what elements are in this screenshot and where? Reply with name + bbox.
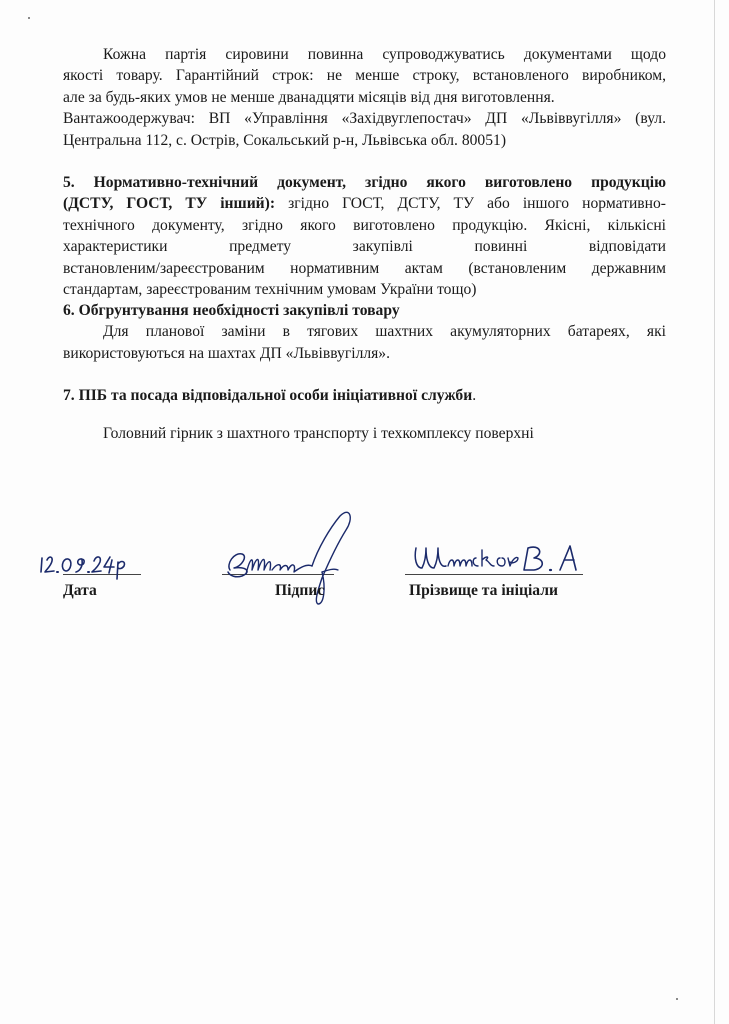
date-label: Дата — [63, 582, 97, 599]
responsible-position: Головний гірник з шахтного транспорту і техкомплексу поверхні — [103, 425, 534, 442]
section-6-heading-text: 6. Обгрунтування необхідності закупівлі товару — [63, 302, 400, 319]
section-6-line-2: використовуються на шахтах ДП «Львіввугілля». — [63, 344, 390, 362]
section-5-line-4: характеристики предмету закупівлі повинні відповідати — [63, 238, 666, 256]
section-6-line-1: Для планової заміни в тягових шахтних акумуляторних батареях, які — [103, 323, 666, 341]
quality-line-3: але за будь-яких умов не менше дванадцяти місяців від дня виготовлення. — [63, 88, 555, 106]
section-7-heading-period: . — [472, 387, 477, 404]
quality-line-2: якості товару. Гарантійний строк: не менше строку, встановленого виробником, — [63, 67, 666, 85]
section-5-heading — [63, 172, 666, 193]
section-5-heading-text: 5. Нормативно-технічний документ, згідно якого виготовлено продукцію — [63, 174, 666, 191]
section-5-line-2-text: згідно ГОСТ, ДСТУ, ТУ або іншого нормативно- — [275, 195, 666, 213]
section-7-body — [63, 423, 666, 444]
scan-speck — [28, 17, 30, 19]
quality-paragraph — [63, 44, 666, 151]
section-7-heading-text: 7. ПІБ та посада відповідальної особи ініціативної служби — [63, 387, 473, 404]
section-7-heading — [63, 385, 666, 406]
signature-block — [0, 500, 729, 610]
section-7 — [63, 385, 666, 406]
section-6 — [63, 300, 666, 364]
section-5-heading-cont: (ДСТУ, ГОСТ, ТУ інший): — [63, 195, 276, 213]
consignee-line-2: Центральна 112, с. Острів, Сокальський р-н, Львівська обл. 80051) — [63, 131, 507, 149]
section-6-heading — [63, 300, 666, 321]
section-5-line-2 — [63, 193, 666, 214]
signature-label: Підпис — [275, 582, 325, 599]
consignee-line-1: Вантажоодержувач: ВП «Управління «Західвуглепостач» ДП «Львіввугілля» (вул. — [63, 110, 666, 128]
handwritten-name — [410, 540, 590, 582]
quality-line-1: Кожна партія сировини повинна супроводжуватись документами щодо — [103, 46, 666, 63]
section-5 — [63, 172, 666, 300]
section-5-line-6: стандартам, зареєстрованим технічним умовам України тощо) — [63, 281, 477, 299]
handwritten-date — [38, 546, 148, 580]
section-5-line-5: встановленим/зареєстрованим нормативним актам (встановленим державним — [63, 259, 666, 277]
section-5-line-3: технічного документу, згідно якого виготовлено продукцію. Якісні, кількісні — [63, 216, 666, 234]
scan-speck — [676, 998, 678, 1000]
name-label: Прізвище та ініціали — [409, 582, 558, 599]
